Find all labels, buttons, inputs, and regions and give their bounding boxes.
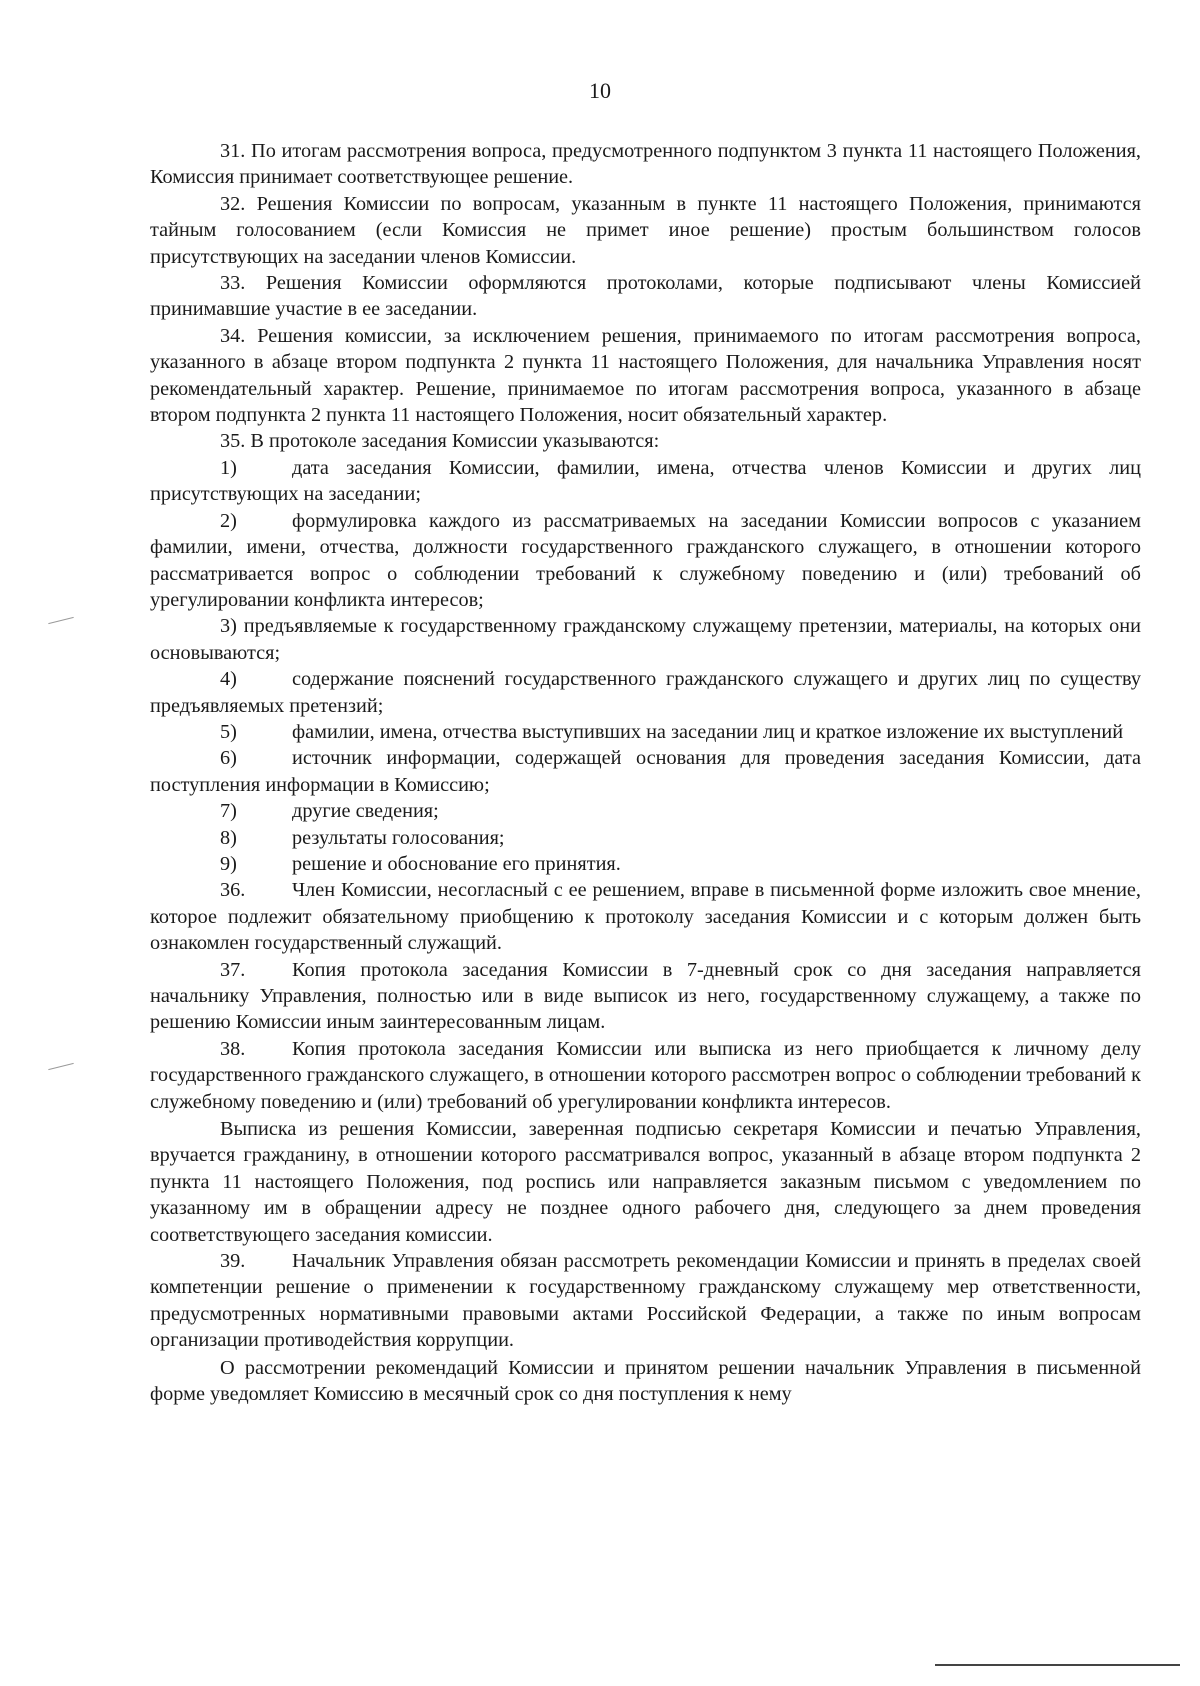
list-item-text: источник информации, содержащей основания для проведения заседания Комиссии, дата поступления информации в Комиссию;: [150, 747, 1141, 796]
list-item-text: результаты голосования;: [292, 826, 505, 849]
list-item-6: [150, 745, 1141, 798]
list-item-number: 9): [220, 852, 237, 875]
list-item-text: 3) предъявляемые к государственному гражданскому служащему претензии, материалы, на которых они основываются;: [150, 615, 1141, 664]
list-item-3: [150, 613, 1141, 666]
paragraph-extract: [150, 1116, 1141, 1248]
paragraph-number: 37.: [220, 958, 246, 981]
list-item-text: фамилии, имена, отчества выступивших на заседании лиц и краткое изложение их выступлений: [292, 720, 1124, 743]
paragraph-32: [150, 191, 1141, 270]
list-item-2: [150, 508, 1141, 614]
paragraph-text: Копия протокола заседания Комиссии в 7-дневный срок со дня заседания направляется начальнику Управления, полностью или в виде выписок из него, государственному служащему, а также по решению Комиссии иным заинтересованным лицам.: [150, 958, 1141, 1034]
list-item-text: содержание пояснений государственного гражданского служащего и других лиц по существу предъявляемых претензий;: [150, 668, 1141, 717]
list-item-8: [150, 825, 1141, 851]
paragraph-text: 33. Решения Комиссии оформляются протоколами, которые подписывают члены Комиссией принимавшие участие в ее заседании.: [150, 272, 1141, 321]
paragraph-33: [150, 270, 1141, 323]
list-item-number: 6): [220, 747, 237, 770]
list-item-1: [150, 455, 1141, 508]
document-body: [150, 138, 1141, 1408]
list-item-9: [150, 851, 1141, 877]
list-item-number: 8): [220, 826, 237, 849]
list-item-text: другие сведения;: [292, 800, 439, 823]
paragraph-text: 35. В протоколе заседания Комиссии указываются:: [220, 430, 660, 453]
list-item-number: 4): [220, 668, 237, 691]
list-item-number: 1): [220, 456, 237, 479]
paragraph-34: [150, 323, 1141, 429]
paragraph-number: 38.: [220, 1037, 246, 1060]
paragraph-37: [150, 957, 1141, 1036]
paragraph-number: 36.: [220, 879, 246, 902]
scan-artifact: [48, 1063, 73, 1070]
paragraph-text: 32. Решения Комиссии по вопросам, указанным в пункте 11 настоящего Положения, принимаются тайным голосованием (если Комиссия не примет иное решение) простым большинством голосов присутствующих на заседании членов Комиссии.: [150, 192, 1141, 268]
list-item-5: [150, 719, 1141, 745]
paragraph-text: 31. По итогам рассмотрения вопроса, предусмотренного подпунктом 3 пункта 11 настоящего Положения, Комиссия принимает соответствующее решение.: [150, 140, 1141, 189]
paragraph-text: Начальник Управления обязан рассмотреть рекомендации Комиссии и принять в пределах своей компетенции решение о применении к государственному гражданскому служащему мер ответственности, предусмотренных нормативными правовыми актами Российской Федерации, а также по иным вопросам организации противодействия коррупции.: [150, 1250, 1141, 1352]
list-item-number: 7): [220, 800, 237, 823]
paragraph-35: [150, 428, 1141, 454]
footer-line: [935, 1664, 1180, 1666]
paragraph-notification: [150, 1355, 1141, 1408]
scan-artifact: [48, 617, 73, 624]
paragraph-39: [150, 1248, 1141, 1354]
paragraph-text: Копия протокола заседания Комиссии или выписка из него приобщается к личному делу государственного гражданского служащего, в отношении которого рассмотрен вопрос о соблюдении требований к служебному поведению и (или) требований об урегулировании конфликта интересов.: [150, 1037, 1141, 1113]
list-item-text: решение и обоснование его принятия.: [292, 852, 621, 875]
list-item-7: [150, 798, 1141, 824]
list-item-number: 5): [220, 720, 237, 743]
list-item-text: формулировка каждого из рассматриваемых на заседании Комиссии вопросов с указанием фамилии, имени, отчества, должности государственного гражданского служащего, в отношении которого рассматривается вопрос о соблюдении требований к служебному поведению и (или) требований об урегулировании конфликта интересов;: [150, 509, 1141, 611]
paragraph-text: Выписка из решения Комиссии, заверенная подписью секретаря Комиссии и печатью Управления, вручается гражданину, в отношении которого рассматривался вопрос, указанный в абзаце втором подпункта 2 пункта 11 настоящего Положения, под роспись или направляется заказным письмом с уведомлением по указанному им в обращении адресу не позднее одного рабочего дня, следующего за днем проведения соответствующего заседания комиссии.: [150, 1118, 1141, 1246]
list-item-text: дата заседания Комиссии, фамилии, имена, отчества членов Комиссии и других лиц присутствующих на заседании;: [150, 456, 1141, 506]
paragraph-text: 34. Решения комиссии, за исключением решения, принимаемого по итогам рассмотрения вопроса, указанного в абзаце втором подпункта 2 пункта 11 настоящего Положения, для начальника Управления носят рекомендательный характер. Решение, принимаемое по итогам рассмотрения вопроса, указанного в абзаце втором подпункта 2 пункта 11 настоящего Положения, носит обязательный характер.: [150, 324, 1141, 427]
list-item-4: [150, 666, 1141, 719]
paragraph-31: [150, 138, 1141, 191]
paragraph-38: [150, 1036, 1141, 1115]
paragraph-text: О рассмотрении рекомендаций Комиссии и принятом решении начальник Управления в письменной форме уведомляет Комиссию в месячный срок со дня поступления к нему: [150, 1356, 1141, 1406]
page-number: 10: [589, 78, 611, 103]
paragraph-text: Член Комиссии, несогласный с ее решением, вправе в письменной форме изложить свое мнение, которое подлежит обязательному приобщению к протоколу заседания Комиссии и с которым должен быть ознакомлен государственный служащий.: [150, 879, 1141, 955]
list-item-number: 2): [220, 509, 237, 532]
paragraph-36: [150, 877, 1141, 956]
paragraph-number: 39.: [220, 1250, 246, 1273]
